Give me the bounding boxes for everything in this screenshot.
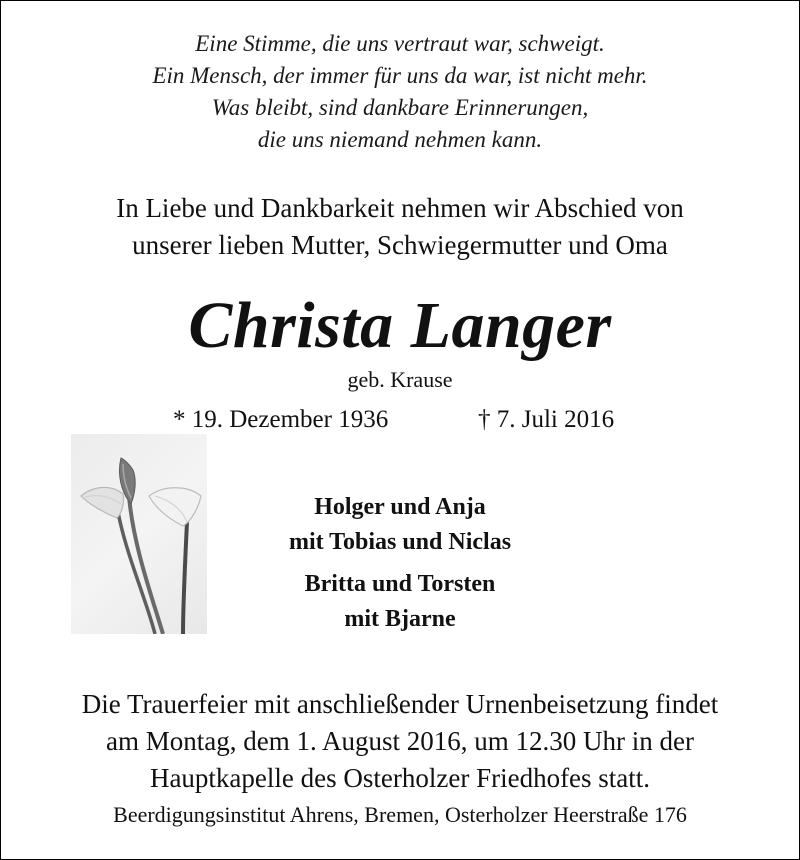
service-line: Hauptkapelle des Osterholzer Friedhofes statt. [149, 763, 651, 793]
family-group [200, 490, 600, 560]
maiden-name: geb. Krause [347, 367, 453, 392]
birth-date: * 19. Dezember 1936 [173, 406, 389, 433]
death-date: † 7. Juli 2016 [478, 406, 615, 433]
calla-lily-photo [71, 434, 207, 634]
undertaker-address: Beerdigungsinstitut Ahrens, Bremen, Osterholzer Heerstraße 176 [113, 802, 687, 827]
intro-text [0, 190, 800, 264]
service-line: am Montag, dem 1. August 2016, um 12.30 Uhr in der [106, 726, 694, 756]
family-line: Britta und Torsten [304, 571, 496, 597]
calla-lily-icon [71, 434, 207, 634]
intro-line: unserer lieben Mutter, Schwiegermutter und Oma [132, 230, 668, 260]
family-line: mit Tobias und Niclas [288, 529, 512, 555]
service-line: Die Trauerfeier mit anschließender Urnenbeisetzung findet [81, 689, 719, 719]
poem-line: Ein Mensch, der immer für uns da war, ist nicht mehr. [152, 63, 648, 88]
service-details [0, 686, 800, 797]
poem-line: die uns niemand nehmen kann. [257, 127, 543, 152]
poem-line: Eine Stimme, die uns vertraut war, schweigt. [195, 31, 605, 56]
deceased-name: Christa Langer [188, 289, 612, 362]
intro-line: In Liebe und Dankbarkeit nehmen wir Abschied von [116, 193, 684, 223]
poem-line: Was bleibt, sind dankbare Erinnerungen, [211, 95, 589, 120]
family-line: Holger und Anja [314, 494, 486, 520]
family-line: mit Bjarne [344, 606, 456, 632]
poem [0, 28, 800, 156]
family-group [200, 567, 600, 637]
